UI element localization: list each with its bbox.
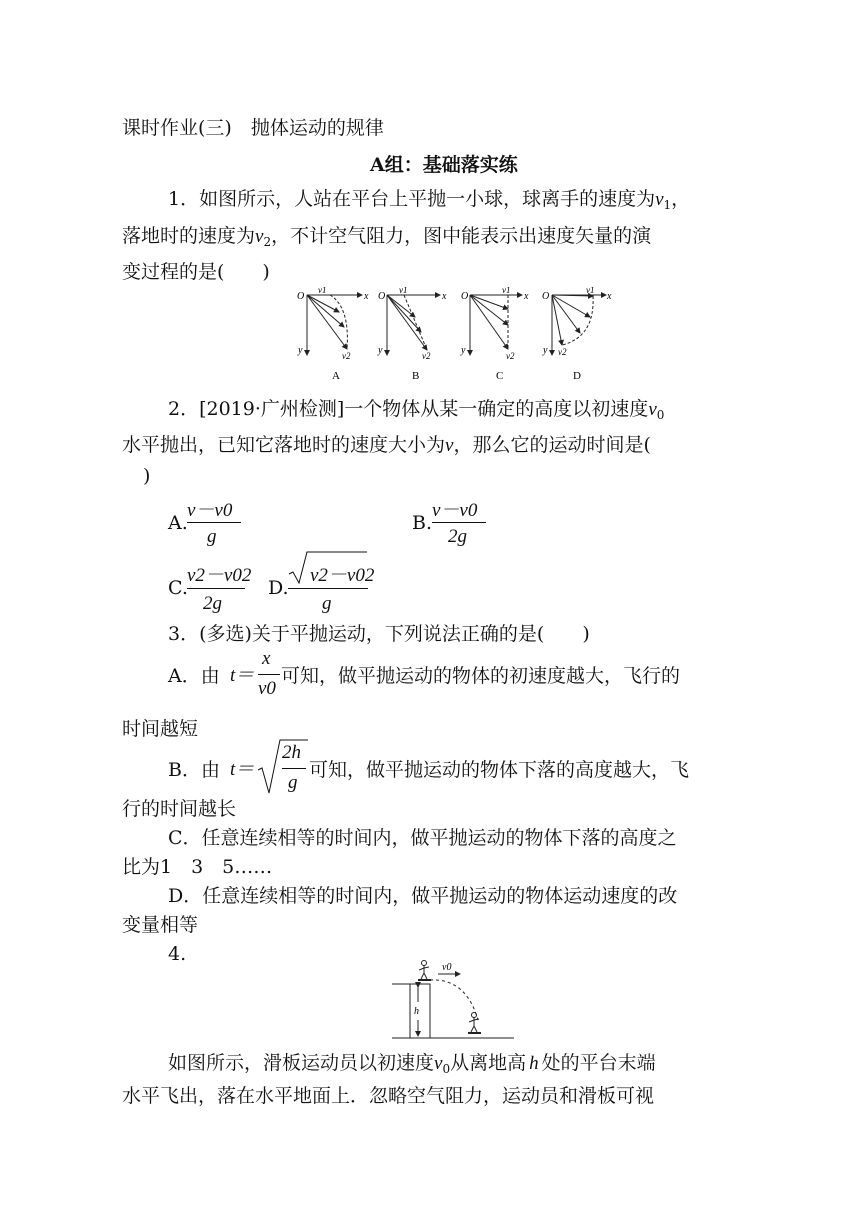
q1-line-2: [122, 224, 651, 254]
q4-skateboard-figure: [388, 960, 528, 1042]
q1-vector-figure: [290, 287, 620, 382]
q1-comma: ，: [671, 188, 691, 210]
q4-line-2: 水平飞出，落在水平地面上．忽略空气阻力，运动员和滑板可视: [122, 1085, 655, 1107]
q1-option-c-diagram: [470, 295, 522, 355]
q1-c-v1: v1: [502, 287, 511, 295]
q3-option-a-prefix: A．由: [168, 665, 220, 687]
q3-option-a-eq: t＝: [230, 665, 255, 686]
q1-d-v1: v1: [586, 287, 595, 295]
q1-text-2a: 落地时的速度为: [122, 225, 256, 247]
q4-line-1: [168, 1051, 656, 1081]
q3-option-c-line-1: C．任意连续相等的时间内，做平抛运动的物体下落的高度之: [168, 827, 677, 849]
q1-a-x: x: [364, 291, 369, 302]
q4-text-1a: 如图所示，滑板运动员以初速度: [168, 1052, 435, 1074]
q1-text-2b: ，不计空气阻力，图中能表示出速度矢量的演: [271, 225, 652, 247]
q1-d-x: x: [607, 291, 612, 302]
q1-b-origin: O: [378, 291, 386, 302]
q1-line-1: [168, 187, 690, 217]
q1-b-y: y: [378, 345, 383, 356]
q2-option-a-fraction: [187, 495, 241, 551]
q2-sub-0: 0: [656, 408, 665, 422]
q4-var-h: h: [529, 1053, 539, 1074]
q1-c-y: y: [461, 345, 466, 356]
q1-sub-1: 1: [663, 198, 672, 212]
q2-b-denominator: 2g: [448, 526, 467, 547]
q3-option-d-line-1: D．任意连续相等的时间内，做平抛运动的物体运动速度的改: [168, 885, 678, 907]
q2-text-2b: ，那么它的运动时间是(: [453, 434, 651, 456]
q1-b-v1: v1: [399, 287, 408, 295]
q1-b-v2: v2: [422, 351, 431, 361]
q4-var-v0: v: [434, 1053, 443, 1074]
q1-d-origin: O: [542, 291, 550, 302]
q4-fig-h: h: [414, 1006, 419, 1017]
q4-text-1b: 从离地高: [450, 1052, 527, 1074]
q1-line-3: 变过程的是( ): [122, 261, 270, 283]
q1-c-x: x: [524, 291, 529, 302]
q2-var-v0: v: [648, 399, 657, 420]
q2-option-a-label: A.: [168, 512, 188, 534]
q3-option-b-prefix: B．由: [168, 759, 220, 781]
q1-b-x: x: [442, 291, 447, 302]
q2-option-c-label: C.: [168, 577, 188, 599]
q3-stem: 3．(多选)关于平抛运动，下列说法正确的是( ): [168, 623, 590, 645]
q1-option-b-diagram: [387, 295, 440, 355]
q1-a-v2: v2: [342, 351, 351, 361]
q1-c-origin: O: [461, 291, 469, 302]
q3-option-d-line-2: 变量相等: [122, 914, 199, 936]
q1-label-c: C: [496, 370, 504, 382]
q1-label-a: A: [332, 370, 340, 382]
q3-a-numerator: x: [262, 648, 271, 669]
q2-d-denominator: g: [322, 593, 332, 614]
q1-label-b: B: [412, 370, 420, 382]
q1-option-a-diagram: [307, 295, 362, 355]
q4-text-1c: 处的平台末端: [541, 1052, 656, 1074]
q3-a-denominator: v0: [258, 678, 276, 699]
q2-c-denominator: 2g: [203, 593, 222, 614]
q2-text-2a: 水平抛出，已知它落地时的速度大小为: [122, 434, 446, 456]
q1-text: 1．如图所示，人站在平台上平抛一小球，球离手的速度为: [168, 188, 656, 210]
q3-option-a-text: 可知，做平抛运动的物体的初速度越大，飞行的: [281, 665, 681, 687]
q1-a-v1: v1: [318, 287, 327, 295]
q1-d-y: y: [543, 345, 548, 356]
q3-option-a-line-2: 时间越短: [122, 718, 199, 740]
q1-d-v2: v2: [558, 347, 567, 357]
q3-option-b-fraction: [282, 742, 308, 800]
q2-text-1: 2．[2019·广州检测]一个物体从某一确定的高度以初速度: [168, 398, 649, 420]
section-heading: A组：基础落实练: [370, 154, 518, 176]
q2-line-2: [122, 433, 651, 458]
q3-option-b-line-2: 行的时间越长: [122, 798, 237, 820]
q1-option-d-diagram: [552, 295, 606, 355]
q4-fig-v0: v0: [442, 962, 452, 973]
q2-a-denominator: g: [207, 526, 217, 547]
q2-option-d-fraction: [308, 560, 375, 618]
q4-number: 4.: [168, 943, 187, 965]
q2-a-numerator: v－v0: [187, 500, 233, 521]
q3-option-b-text: 可知，做平抛运动的物体下落的高度越大，飞: [309, 759, 690, 781]
q1-a-y: y: [298, 345, 303, 356]
q2-b-numerator: v－v0: [432, 500, 478, 521]
q3-option-c-line-2: 比为1 3 5……: [122, 856, 273, 878]
q1-c-v2: v2: [506, 351, 515, 361]
q2-line-3: ): [143, 465, 151, 487]
q3-b-numerator: 2h: [282, 742, 301, 763]
q1-sub-2: 2: [263, 235, 272, 249]
q3-option-a-fraction: [258, 648, 280, 704]
q2-var-v: v: [445, 435, 454, 456]
q2-option-d-label: D.: [268, 577, 289, 599]
q2-d-numerator: v2－v02: [310, 565, 375, 586]
q1-var-v1: v: [655, 189, 664, 210]
q3-option-b-eq: t＝: [230, 759, 255, 780]
q3-b-denominator: g: [288, 772, 298, 793]
q1-var-v2: v: [255, 226, 264, 247]
page-title: 课时作业(三) 抛体运动的规律: [122, 117, 384, 139]
q2-option-c-fraction: [187, 560, 252, 618]
q1-label-d: D: [573, 370, 581, 382]
q2-option-b-fraction: [432, 495, 486, 551]
q2-option-b-label: B.: [412, 512, 433, 534]
q2-c-numerator: v2－v02: [187, 565, 252, 586]
q4-sub-0: 0: [442, 1062, 451, 1076]
q1-a-origin: O: [297, 291, 305, 302]
q2-line-1: [168, 397, 664, 427]
